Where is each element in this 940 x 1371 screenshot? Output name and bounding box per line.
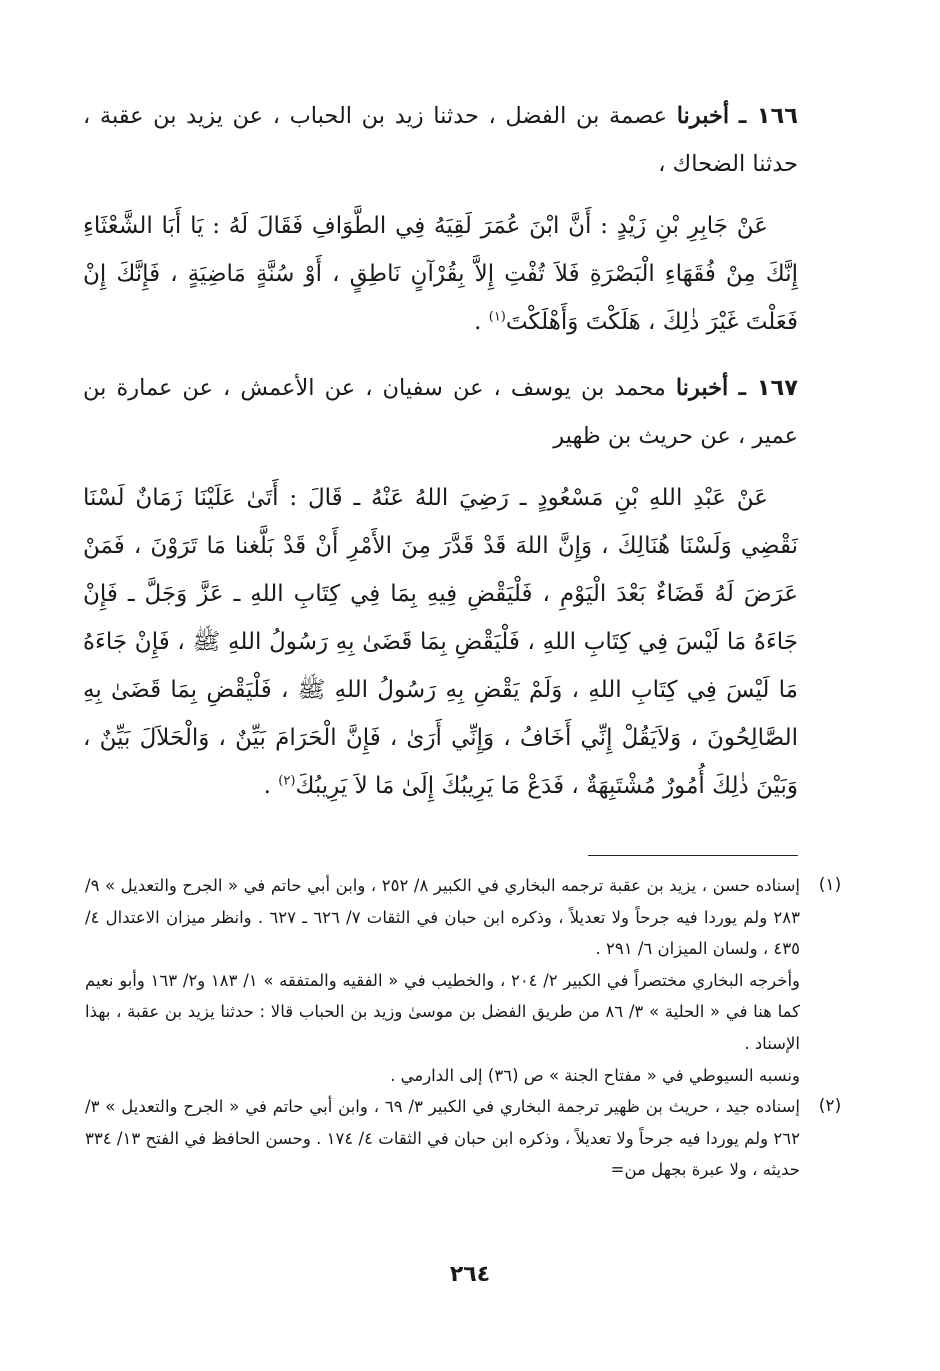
footnote-1 <box>85 870 860 1091</box>
hadith-lead-word: أخبرنا <box>676 103 730 129</box>
page-number: ٢٦٤ <box>449 1262 491 1287</box>
footnote-paragraph: إسناده جيد ، حريث بن ظهير ترجمة البخاري في الكبير ٣/ ٦٩ ، وابن أبي حاتم في « الجرح والتعديل » ٣/ ٢٦٢ ولم يوردا فيه جرحاً ولا تعديلاً ، وذكره ابن حبان في الثقات ٤/ ١٧٤ . وحسن الحافظ في الفتح ١٣/ ٣٣٤ حديثه ، ولا عبرة بجهل من= <box>85 1097 801 1180</box>
hadith-167-matn <box>83 474 798 810</box>
footnote-body <box>85 870 800 1091</box>
hadith-167-isnad <box>83 364 798 460</box>
footnote-2 <box>85 1091 860 1186</box>
main-text <box>83 92 798 810</box>
footnote-paragraph: ونسبه السيوطي في « مفتاح الجنة » ص (٣٦) إلى الدارمي . <box>390 1065 800 1085</box>
matn-end: . <box>474 309 489 335</box>
isnad-text: محمد بن يوسف ، عن سفيان ، عن الأعمش ، عن عمارة بن عمير ، عن حريث بن ظهير <box>83 375 798 449</box>
hadith-number: ١٦٧ ـ <box>738 375 798 401</box>
footnote-marker: (١) <box>818 875 842 895</box>
matn-text: عَنْ جَابِرِ بْنِ زَيْدٍ : أَنَّ ابْنَ عُمَرَ لَقِيَهُ فِي الطَّوَافِ فَقَالَ لَهُ : يَا أَبَا الشَّعْثَاءِ إِنَّكَ مِنْ فُقَهَاءِ الْبَصْرَةِ فَلاَ تُفْتِ إِلاَّ بِقُرْآنٍ نَاطِقٍ ، أَوْ سُنَّةٍ مَاضِيَةٍ ، فَإِنَّكَ إِنْ فَعَلْتَ غَيْرَ ذٰلِكَ ، هَلَكْتَ وَأَهْلَكْتَ <box>83 213 798 335</box>
hadith-number: ١٦٦ ـ <box>738 103 798 129</box>
footnote-marker: (٢) <box>818 1096 842 1117</box>
matn-text: عَنْ عَبْدِ اللهِ بْنِ مَسْعُودٍ ـ رَضِيَ اللهُ عَنْهُ ـ قَالَ : أَتَىٰ عَلَيْنَا زَمَانٌ لَسْنَا نَقْضِي وَلَسْنَا هُنَالِكَ ، وَإِنَّ اللهَ قَدْ قَدَّرَ مِنَ الأَمْرِ أَنْ قَدْ بَلَّغنا مَا تَرَوْنَ ، فَمَنْ عَرَضَ لَهُ قَضَاءٌ بَعْدَ الْيَوْمِ ، فَلْيَقْضِ فِيهِ بِمَا فِي كِتَابِ اللهِ ـ عَزَّ وَجَلَّ ـ فَإِنْ جَاءَهُ مَا لَيْسَ فِي كِتَابِ اللهِ ، فَلْيَقْضِ بِمَا قَضَىٰ بِهِ رَسُولُ اللهِ ﷺ ، فَإِنْ جَاءَهُ مَا لَيْسَ فِي كِتَابِ اللهِ ، وَلَمْ يَقْضِ بِهِ رَسُولُ اللهِ ﷺ ، فَلْيَقْضِ بِمَا قَضَىٰ بِهِ الصَّالِحُونَ ، وَلاَيَقُلْ إِنِّي أَخَافُ ، وَإِنِّي أَرَىٰ ، فَإِنَّ الْحَرَامَ بَيِّنٌ ، وَالْحَلاَلَ بَيِّنٌ ، وَبَيْنَ ذٰلِكَ أُمُورٌ مُشْتَبِهَةٌ ، فَدَعْ مَا يَرِيبُكَ إِلَىٰ مَا لاَ يَرِيبُكَ <box>83 485 798 799</box>
footnote-body <box>85 1091 800 1186</box>
footnote-separator <box>588 855 798 856</box>
footnote-ref[interactable]: (٢) <box>278 773 296 789</box>
hadith-166-isnad <box>83 92 798 188</box>
footnote-paragraph: وأخرجه البخاري مختصراً في الكبير ٢/ ٢٠٤ ، والخطيب في « الفقيه والمتفقه » ١/ ١٨٣ و٢/ ١٦٣ وأبو نعيم كما هنا في « الحلية » ٣/ ٨٦ من طريق الفضل بن موسىٰ وزيد بن الحباب قالا : حدثنا يزيد بن عقبة ، بهذا الإسناد . <box>85 970 801 1053</box>
isnad-text: عصمة بن الفضل ، حدثنا زيد بن الحباب ، عن يزيد بن عقبة ، حدثنا الضحاك ، <box>83 103 798 177</box>
footnotes <box>85 870 860 1186</box>
hadith-lead-word: أخبرنا <box>675 375 729 401</box>
footnote-ref[interactable]: (١) <box>488 309 506 325</box>
hadith-166-matn <box>83 202 798 346</box>
footnote-paragraph: إسناده حسن ، يزيد بن عقبة ترجمه البخاري في الكبير ٨/ ٢٥٢ ، وابن أبي حاتم في « الجرح والتعديل » ٩/ ٢٨٣ ولم يوردا فيه جرحاً ولا تعديلاً ، وذكره ابن حبان في الثقات ٧/ ٦٢٦ ـ ٦٢٧ . وانظر ميزان الاعتدال ٤/ ٤٣٥ ، ولسان الميزان ٦/ ٢٩١ . <box>85 876 801 959</box>
matn-end: . <box>263 773 279 799</box>
